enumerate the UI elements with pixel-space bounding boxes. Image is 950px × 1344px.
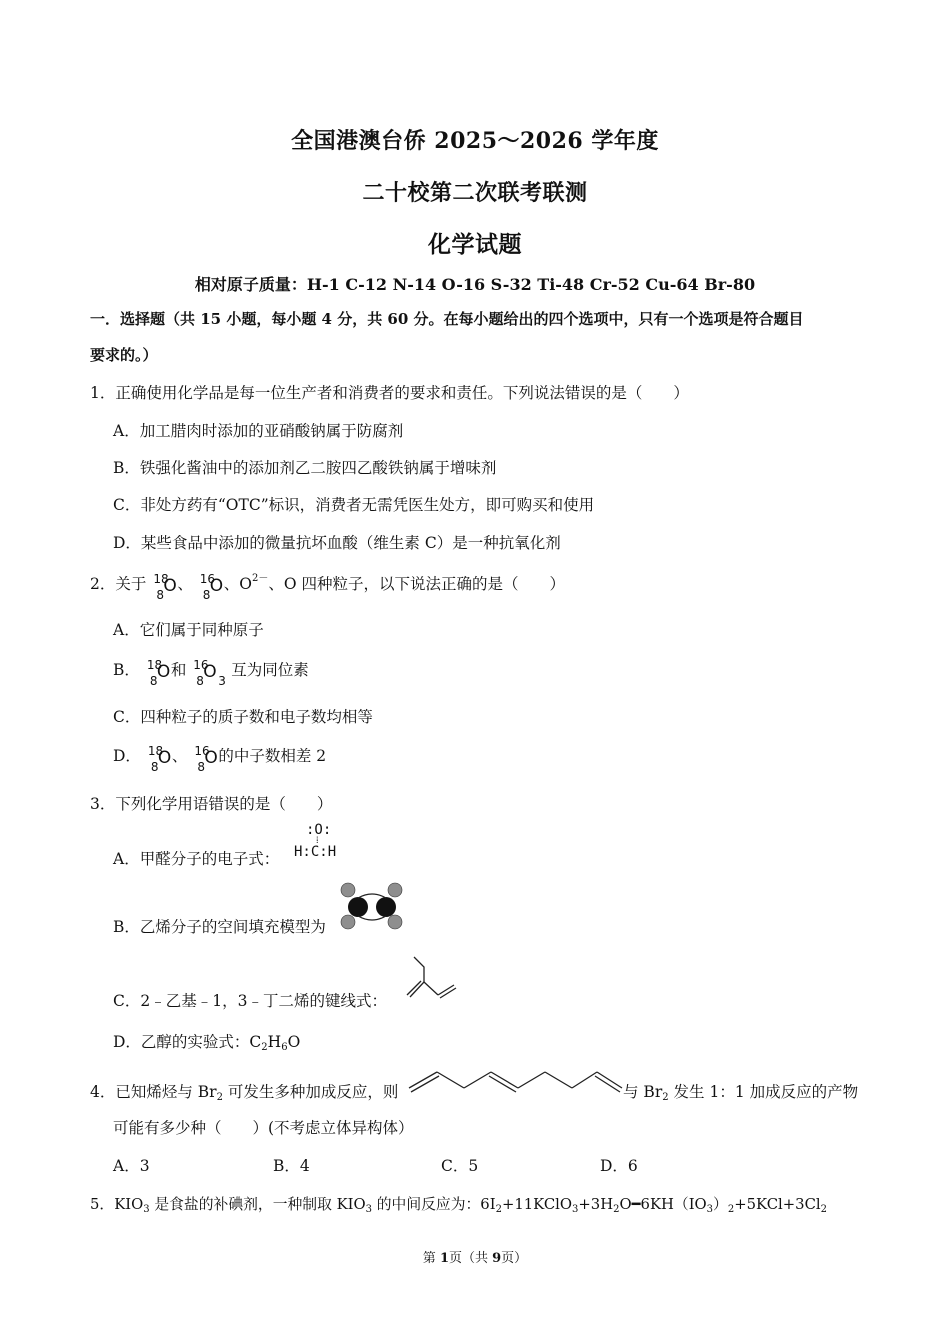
q1-option-c: C．非处方药有“OTC”标识，消费者无需凭医生处方，即可购买和使用 [113, 496, 595, 514]
exam-title-line2: 二十校第二次联考联测 [362, 180, 588, 206]
q4-option-c: C．5 [441, 1157, 479, 1175]
q4-stem-cont: 可能有多少种（ ）(不考虑立体异构体） [113, 1119, 414, 1137]
q3-option-c: C．2﹣乙基﹣1，3﹣丁二烯的键线式： [113, 992, 387, 1010]
triene-skeletal-formula [407, 1058, 625, 1104]
atomic-masses: 相对原子质量：H-1 C-12 N-14 O-16 S-32 Ti-48 Cr-52 Cu-64 Br-80 [194, 275, 756, 294]
nuclide-o18: 18 8 O [153, 572, 177, 602]
q5-stem: 5．$KIO_3$ 是食盐的补碘剂，一种制取 $KIO_3$ 的中间反应为：$6I_2+11KClO_3+3H_2O━6KH(IO_3)_2+5KCl+3Cl_2$ [90, 1196, 827, 1215]
q2-stem: 2．关于 18 8 O 、 16 8 O 、$O^{2-}$、O 四种粒子，以下说法正确的是（ ） [90, 572, 565, 602]
nuclide-o16-ozone: 16 8 O 3 [193, 658, 226, 688]
q2-prefix: 2．关于 [90, 575, 147, 593]
q3-option-d: D．乙醇的实验式：C2H6O [113, 1033, 301, 1053]
q2-option-c: C．四种粒子的质子数和电子数均相等 [113, 708, 373, 726]
section-heading-cont: 要求的。） [90, 346, 158, 364]
q3-option-b: B．乙烯分子的空间填充模型为 [113, 918, 326, 936]
q2-option-b: B． 18 8 O 和 16 8 O 3 互为同位素 [113, 658, 309, 688]
ethylene-space-filling-model [338, 880, 408, 932]
q4-option-d: D．6 [600, 1157, 638, 1175]
q4-stem-end: 与 Br2 发生 1：1 加成反应的产物 [623, 1083, 859, 1103]
q1-option-a: A．加工腊肉时添加的亚硝酸钠属于防腐剂 [113, 422, 404, 440]
nuclide-o16: 16 8 O [199, 572, 224, 602]
exam-title-subject: 化学试题 [428, 231, 522, 258]
ethyl-butadiene-skeletal-formula [398, 955, 460, 1007]
q1-option-b: B．铁强化酱油中的添加剂乙二胺四乙酸铁钠属于增味剂 [113, 459, 497, 477]
q3-option-a: A．甲醛分子的电子式： [113, 850, 280, 868]
q2-option-a: A．它们属于同种原子 [113, 621, 264, 639]
nuclide-o16: 16 8 O [194, 744, 218, 774]
page-footer: 第 1页（共 9页） [422, 1251, 528, 1266]
q2-option-d: D． 18 8 O 、 16 8 O 的中子数相差 2 [113, 744, 327, 774]
nuclide-o18: 18 8 O [147, 744, 172, 774]
formaldehyde-electron-formula: :O: ⁞ H:C:H [294, 822, 337, 860]
q1-option-d: D．某些食品中添加的微量抗坏血酸（维生素 C）是一种抗氧化剂 [113, 534, 561, 552]
q1-stem: 1．正确使用化学品是每一位生产者和消费者的要求和责任。下列说法错误的是（ ） [90, 384, 689, 402]
q4-stem: 4．已知烯烃与 Br2 可发生多种加成反应，则 [90, 1083, 399, 1103]
q4-option-b: B．4 [273, 1157, 310, 1175]
q3-stem: 3．下列化学用语错误的是（ ） [90, 795, 333, 813]
exam-title-line1: 全国港澳台侨 2025～2026 学年度 [291, 128, 659, 154]
section-heading: 一．选择题（共 15 小题，每小题 4 分，共 60 分。在每小题给出的四个选项中，只有一个选项是符合题目 [90, 310, 804, 328]
q4-option-a: A．3 [113, 1157, 150, 1175]
nuclide-o18: 18 8 O [146, 658, 171, 688]
